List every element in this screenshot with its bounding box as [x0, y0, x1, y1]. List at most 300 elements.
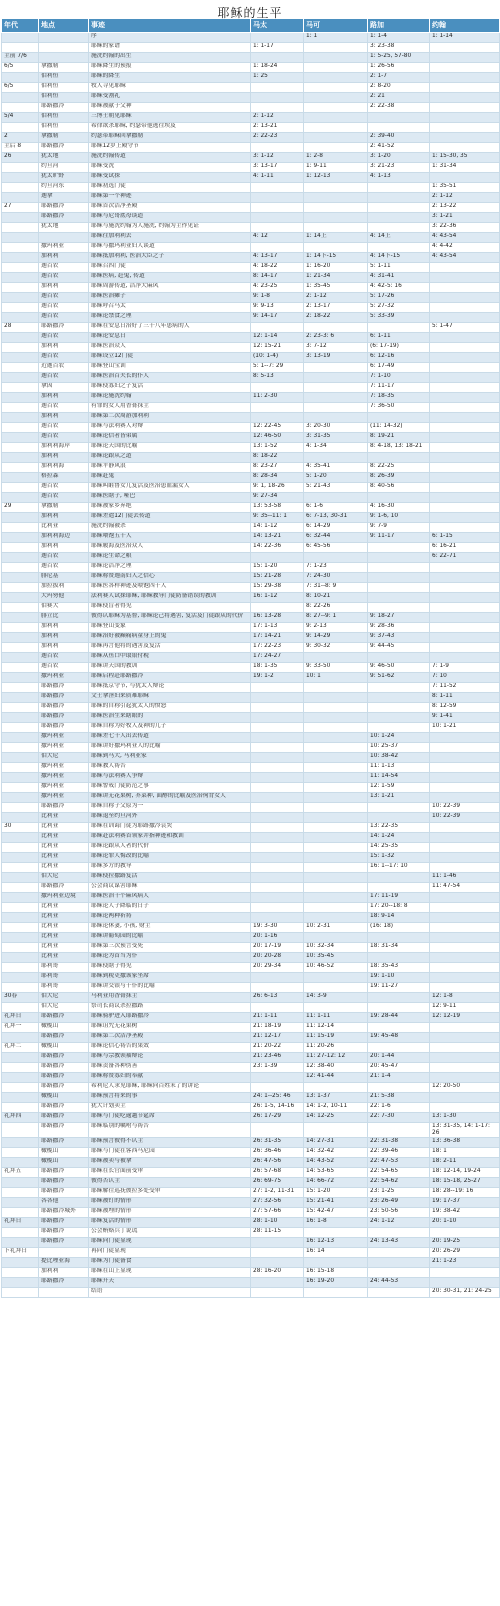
table-row — [2, 683, 500, 693]
era-cell: 礼拜日 — [2, 1013, 39, 1023]
mark-ref-cell: 2: 18-22 — [304, 313, 368, 323]
luke-ref-cell — [368, 873, 430, 883]
table-row — [2, 803, 500, 813]
table-row — [2, 1198, 500, 1208]
table-row — [2, 243, 500, 253]
event-cell: 耶稣被埋的情形 — [89, 1208, 251, 1218]
matthew-ref-cell: 24: 1--25: 46 — [251, 1093, 304, 1103]
table-row — [2, 593, 500, 603]
era-cell — [2, 293, 39, 303]
mark-ref-cell: 16: 12-13 — [304, 1238, 368, 1248]
event-cell: 耶稣平静风浪 — [89, 463, 251, 473]
john-ref-cell — [430, 453, 500, 463]
mark-ref-cell — [304, 1228, 368, 1238]
place-cell: 耶路撒冷 — [39, 713, 89, 723]
event-cell: 耶稣被钉的情形 — [89, 1198, 251, 1208]
matthew-ref-cell: 13: 53-58 — [251, 503, 304, 513]
table-row — [2, 1238, 500, 1248]
john-ref-cell: 18: 15-18, 25-27 — [430, 1178, 500, 1188]
era-cell — [2, 543, 39, 553]
luke-ref-cell: 17: 20--18: 8 — [368, 903, 430, 913]
era-cell — [2, 233, 39, 243]
era-cell — [2, 1288, 39, 1298]
table-row — [2, 93, 500, 103]
matthew-ref-cell: 26: 57-68 — [251, 1168, 304, 1178]
place-cell: 撒玛利亚 — [39, 793, 89, 803]
mark-ref-cell — [304, 323, 368, 333]
place-cell: 迦百农 — [39, 433, 89, 443]
table-row — [2, 143, 500, 153]
luke-ref-cell: 4: 31-41 — [368, 273, 430, 283]
mark-ref-cell — [304, 1083, 368, 1093]
place-cell: 伯利恒 — [39, 113, 89, 123]
table-row — [2, 1003, 500, 1013]
place-cell: 比利亚 — [39, 953, 89, 963]
era-cell: 30春 — [2, 993, 39, 1003]
event-cell: 希利尼人求见耶稣, 耶稣向百姓末了的讲论 — [89, 1083, 251, 1093]
table-row — [2, 843, 500, 853]
place-cell: 比利亚 — [39, 853, 89, 863]
mark-ref-cell — [304, 833, 368, 843]
luke-ref-cell: 5: 17-26 — [368, 293, 430, 303]
table-row — [2, 703, 500, 713]
john-ref-cell: 13: 1-30 — [430, 1113, 500, 1123]
table-row — [2, 1288, 500, 1298]
table-row — [2, 1073, 500, 1083]
mark-ref-cell: 6: 32-44 — [304, 533, 368, 543]
place-cell: 比利亚 — [39, 943, 89, 953]
place-cell: 比利亚 — [39, 913, 89, 923]
matthew-ref-cell — [251, 1003, 304, 1013]
era-cell — [2, 1073, 39, 1083]
event-cell: 耶稣在山上显现 — [89, 1268, 251, 1278]
table-row — [2, 1023, 500, 1033]
mark-ref-cell: 8: 10-21 — [304, 593, 368, 603]
mark-ref-cell: 1: 2-8 — [304, 153, 368, 163]
place-cell: 犹太地 — [39, 153, 89, 163]
mark-ref-cell — [304, 53, 368, 63]
mark-ref-cell: 1: 9-11 — [304, 163, 368, 173]
mark-ref-cell: 12: 41-44 — [304, 1073, 368, 1083]
era-cell — [2, 633, 39, 643]
luke-ref-cell: 1: 5-25, 57-80 — [368, 53, 430, 63]
luke-ref-cell — [368, 223, 430, 233]
place-cell: 各各他 — [39, 1198, 89, 1208]
mark-ref-cell: 9: 33-50 — [304, 663, 368, 673]
mark-ref-cell: 14: 43-52 — [304, 1158, 368, 1168]
table-row — [2, 283, 500, 293]
table-row — [2, 363, 500, 373]
place-cell: 加利利 — [39, 513, 89, 523]
luke-ref-cell: 9: 37-43 — [368, 633, 430, 643]
john-ref-cell: 3: 1-21 — [430, 213, 500, 223]
page-title: 耶稣的生平 — [217, 6, 283, 20]
john-ref-cell: 5: 1-47 — [430, 323, 500, 333]
john-ref-cell — [430, 963, 500, 973]
table-row — [2, 1103, 500, 1113]
matthew-ref-cell: 21: 1-11 — [251, 1013, 304, 1023]
era-cell: 26 — [2, 153, 39, 163]
mark-ref-cell — [304, 883, 368, 893]
place-cell: 加利利 — [39, 453, 89, 463]
event-cell: 耶稣医瞎子, 哑巴 — [89, 493, 251, 503]
table-row — [2, 383, 500, 393]
place-cell: 伯大尼 — [39, 993, 89, 1003]
era-cell: 6/5 — [2, 83, 39, 93]
place-cell: 加利利海边 — [39, 533, 89, 543]
event-cell: 文士拿淫妇来质难耶稣 — [89, 693, 251, 703]
place-cell: 耶路撒冷 — [39, 323, 89, 333]
matthew-ref-cell — [251, 383, 304, 393]
event-cell: 耶稣解往巡抚彼拉多处受审 — [89, 1188, 251, 1198]
event-cell: 耶稣临别的嘱咐与祷告 — [89, 1123, 251, 1138]
mark-ref-cell — [304, 1003, 368, 1013]
luke-ref-cell: 2: 39-40 — [368, 133, 430, 143]
era-cell — [2, 303, 39, 313]
mark-ref-cell: 1: 14上 — [304, 233, 368, 243]
event-cell: 犹大计划卖主 — [89, 1103, 251, 1113]
john-ref-cell — [430, 373, 500, 383]
luke-ref-cell: 3: 21-23 — [368, 163, 430, 173]
mark-ref-cell: 8: 27--9: 1 — [304, 613, 368, 623]
luke-ref-cell: 9: 51-62 — [368, 673, 430, 683]
era-cell — [2, 473, 39, 483]
mark-ref-cell: 10: 46-52 — [304, 963, 368, 973]
luke-ref-cell: 2: 1-7 — [368, 73, 430, 83]
table-row — [2, 403, 500, 413]
event-cell: 耶稣称赞迦南妇人之信心 — [89, 573, 251, 583]
era-cell — [2, 33, 39, 43]
era-cell — [2, 593, 39, 603]
john-ref-cell — [430, 763, 500, 773]
mark-ref-cell — [304, 553, 368, 563]
matthew-ref-cell — [251, 903, 304, 913]
table-row — [2, 793, 500, 803]
john-ref-cell: 8: 1-11 — [430, 693, 500, 703]
event-cell: 耶稣使瞎子得见 — [89, 963, 251, 973]
luke-ref-cell: 5: 1-11 — [368, 263, 430, 273]
john-ref-cell — [430, 103, 500, 113]
mark-ref-cell — [304, 113, 368, 123]
mark-ref-cell — [304, 213, 368, 223]
matthew-ref-cell — [251, 793, 304, 803]
event-cell: 有罪的女人用香膏抹主 — [89, 403, 251, 413]
event-cell: 耶稣讲葡萄园的比喻 — [89, 933, 251, 943]
place-cell: 比利亚 — [39, 523, 89, 533]
john-ref-cell: 21: 1-23 — [430, 1258, 500, 1268]
table-row — [2, 543, 500, 553]
event-cell: 耶稣论为首当为仆 — [89, 953, 251, 963]
luke-ref-cell — [368, 953, 430, 963]
event-cell: 耶稣被献于父神 — [89, 103, 251, 113]
era-cell — [2, 533, 39, 543]
event-cell: 耶稣论两种祈祷 — [89, 913, 251, 923]
mark-ref-cell: 9: 2-13 — [304, 623, 368, 633]
era-cell — [2, 893, 39, 903]
table-row — [2, 913, 500, 923]
john-ref-cell — [430, 633, 500, 643]
matthew-ref-cell: 8: 14-17 — [251, 273, 304, 283]
place-cell — [39, 33, 89, 43]
event-cell: 约瑟带耶稣回拿撒勒 — [89, 133, 251, 143]
era-cell — [2, 363, 39, 373]
table-row — [2, 33, 500, 43]
place-cell: 橄榄山 — [39, 1093, 89, 1103]
luke-ref-cell — [368, 573, 430, 583]
table-row — [2, 973, 500, 983]
john-ref-cell — [430, 833, 500, 843]
mark-ref-cell — [304, 653, 368, 663]
john-ref-cell — [430, 863, 500, 873]
table-row — [2, 533, 500, 543]
luke-ref-cell: 13: 1-21 — [368, 793, 430, 803]
mark-ref-cell: 14: 53-65 — [304, 1168, 368, 1178]
table-row — [2, 853, 500, 863]
luke-ref-cell: 23: 26-49 — [368, 1198, 430, 1208]
header-mark: 马可 — [304, 19, 368, 33]
event-cell: 耶稣履海及医治众人 — [89, 543, 251, 553]
place-cell: 迦百农 — [39, 553, 89, 563]
place-cell: 耶路撒冷 — [39, 203, 89, 213]
mark-ref-cell: 10: 35-45 — [304, 953, 368, 963]
luke-ref-cell: (6: 17-19) — [368, 343, 430, 353]
era-cell — [2, 683, 39, 693]
luke-ref-cell: 9: 18-27 — [368, 613, 430, 623]
place-cell: 撒玛利亚边境 — [39, 893, 89, 903]
table-row — [2, 443, 500, 453]
john-ref-cell — [430, 1278, 500, 1288]
era-cell — [2, 273, 39, 283]
era-cell — [2, 1188, 39, 1198]
event-cell: 耶稣使拉撒路复活 — [89, 873, 251, 883]
place-cell: 迦百农 — [39, 313, 89, 323]
table-row — [2, 923, 500, 933]
table-row — [2, 1168, 500, 1178]
matthew-ref-cell: 8: 28-34 — [251, 473, 304, 483]
matthew-ref-cell — [251, 1288, 304, 1298]
table-row — [2, 1138, 500, 1148]
place-cell: 橄榄山 — [39, 1043, 89, 1053]
john-ref-cell — [430, 563, 500, 573]
event-cell: 施洗约翰传道 — [89, 153, 251, 163]
event-cell: 马利亚用香膏抹主 — [89, 993, 251, 1003]
mark-ref-cell: 14: 1-2, 10-11 — [304, 1103, 368, 1113]
john-ref-cell — [430, 503, 500, 513]
table-row — [2, 333, 500, 343]
era-cell — [2, 483, 39, 493]
event-cell: 耶稣设立12门徒 — [89, 353, 251, 363]
event-cell: 耶稣呼召马太 — [89, 303, 251, 313]
john-ref-cell: 20: 1-10 — [430, 1218, 500, 1228]
matthew-ref-cell — [251, 213, 304, 223]
event-cell: 耶稣第二次周游加利利 — [89, 413, 251, 423]
era-cell — [2, 723, 39, 733]
table-row — [2, 523, 500, 533]
mark-ref-cell — [304, 723, 368, 733]
event-cell: 耶稣称赞寡妇的奉献 — [89, 1073, 251, 1083]
era-cell: 主后 8 — [2, 143, 39, 153]
john-ref-cell: 13: 36-38 — [430, 1138, 500, 1148]
event-cell: 耶稣警戒门徒防范之事 — [89, 783, 251, 793]
event-cell: 耶稣讲天国的教训 — [89, 663, 251, 673]
luke-ref-cell: 19: 28-44 — [368, 1013, 430, 1023]
matthew-ref-cell: 26: 31-35 — [251, 1138, 304, 1148]
mark-ref-cell: 14: 27-31 — [304, 1138, 368, 1148]
mark-ref-cell — [304, 763, 368, 773]
matthew-ref-cell: 26: 1-5, 14-16 — [251, 1103, 304, 1113]
table-row — [2, 83, 500, 93]
table-row — [2, 1208, 500, 1218]
table-row — [2, 473, 500, 483]
era-cell — [2, 263, 39, 273]
place-cell: 加利利 — [39, 393, 89, 403]
place-cell: 比利亚 — [39, 903, 89, 913]
event-cell: 祭司长商议杀拉撒路 — [89, 1003, 251, 1013]
table-row — [2, 413, 500, 423]
place-cell: 耶路撒冷 — [39, 1083, 89, 1093]
table-row — [2, 1043, 500, 1053]
era-cell — [2, 663, 39, 673]
john-ref-cell — [430, 263, 500, 273]
era-cell — [2, 333, 39, 343]
table-row — [2, 123, 500, 133]
place-cell: 比利亚 — [39, 833, 89, 843]
luke-ref-cell: 22: 31-38 — [368, 1138, 430, 1148]
matthew-ref-cell: (10: 1-4) — [251, 353, 304, 363]
era-cell — [2, 703, 39, 713]
luke-ref-cell: 4: 1-13 — [368, 173, 430, 183]
era-cell — [2, 1053, 39, 1063]
mark-ref-cell — [304, 863, 368, 873]
place-cell: 撒玛利亚 — [39, 743, 89, 753]
place-cell: 腓立比 — [39, 613, 89, 623]
luke-ref-cell: 3: 23-38 — [368, 43, 430, 53]
table-row — [2, 753, 500, 763]
john-ref-cell: 6: 22-71 — [430, 553, 500, 563]
matthew-ref-cell: 15: 29-38 — [251, 583, 304, 593]
era-cell — [2, 1278, 39, 1288]
event-cell: 三博士朝见耶稣 — [89, 113, 251, 123]
luke-ref-cell: 2: 41-52 — [368, 143, 430, 153]
matthew-ref-cell — [251, 713, 304, 723]
luke-ref-cell: 22: 54-62 — [368, 1178, 430, 1188]
era-cell — [2, 213, 39, 223]
matthew-ref-cell: 12: 15-21 — [251, 343, 304, 353]
place-cell: 迦百农 — [39, 293, 89, 303]
era-cell — [2, 783, 39, 793]
matthew-ref-cell: 17: 22-23 — [251, 643, 304, 653]
table-row — [2, 833, 500, 843]
event-cell: 耶稣在安息日治好了三十八年患病的人 — [89, 323, 251, 333]
era-cell: 礼拜一 — [2, 1023, 39, 1033]
matthew-ref-cell: 21: 23-46 — [251, 1053, 304, 1063]
table-row — [2, 943, 500, 953]
matthew-ref-cell — [251, 183, 304, 193]
matthew-ref-cell — [251, 1248, 304, 1258]
table-row — [2, 1093, 500, 1103]
place-cell: 橄榄山 — [39, 1023, 89, 1033]
matthew-ref-cell — [251, 823, 304, 833]
john-ref-cell — [430, 913, 500, 923]
event-cell: 耶稣医治生来瞎眼的 — [89, 713, 251, 723]
era-cell — [2, 603, 39, 613]
place-cell: 迦百农 — [39, 303, 89, 313]
john-ref-cell — [430, 413, 500, 423]
event-cell: 耶稣升天 — [89, 1278, 251, 1288]
era-cell — [2, 353, 39, 363]
john-ref-cell: 20: 30-31, 21: 24-25 — [430, 1288, 500, 1298]
mark-ref-cell: 4: 1-34 — [304, 443, 368, 453]
place-cell: 加利利 — [39, 283, 89, 293]
mark-ref-cell — [304, 223, 368, 233]
table-row — [2, 223, 500, 233]
era-cell — [2, 1093, 39, 1103]
john-ref-cell: 7: 11-52 — [430, 683, 500, 693]
john-ref-cell — [430, 923, 500, 933]
event-cell: 耶稣受试探 — [89, 173, 251, 183]
luke-ref-cell: 9: 28-36 — [368, 623, 430, 633]
event-cell: 耶稣从鱼口中取银付税 — [89, 653, 251, 663]
john-ref-cell — [430, 903, 500, 913]
mark-ref-cell — [304, 183, 368, 193]
mark-ref-cell — [304, 133, 368, 143]
event-cell: 耶稣在长官面前受审 — [89, 1168, 251, 1178]
era-cell — [2, 583, 39, 593]
table-row — [2, 813, 500, 823]
era-cell: 2 — [2, 133, 39, 143]
place-cell: 拿撒勒 — [39, 133, 89, 143]
john-ref-cell: 13: 31-35, 14: 1-17: 26 — [430, 1123, 500, 1138]
luke-ref-cell — [368, 653, 430, 663]
table-row — [2, 963, 500, 973]
table-row — [2, 73, 500, 83]
john-ref-cell — [430, 783, 500, 793]
place-cell: 耶路撒冷 — [39, 1033, 89, 1043]
mark-ref-cell: 6: 45-56 — [304, 543, 368, 553]
event-cell: 耶稣论施洗约翰 — [89, 393, 251, 403]
place-cell: 犹太旷野 — [39, 173, 89, 183]
matthew-ref-cell: 16: 1-12 — [251, 593, 304, 603]
era-cell — [2, 463, 39, 473]
luke-ref-cell: 7: 18-35 — [368, 393, 430, 403]
event-cell: 耶稣论安息日 — [89, 333, 251, 343]
john-ref-cell — [430, 43, 500, 53]
table-row — [2, 203, 500, 213]
table-row — [2, 1158, 500, 1168]
john-ref-cell: 12: 12-19 — [430, 1013, 500, 1023]
luke-ref-cell — [368, 723, 430, 733]
mark-ref-cell: 16: 1-8 — [304, 1218, 368, 1228]
john-ref-cell — [430, 73, 500, 83]
luke-ref-cell — [368, 933, 430, 943]
john-ref-cell — [430, 313, 500, 323]
luke-ref-cell: 8: 26-39 — [368, 473, 430, 483]
mark-ref-cell: 2: 13-17 — [304, 303, 368, 313]
event-cell: 耶稣论信心祷告的果效 — [89, 1043, 251, 1053]
john-ref-cell: 2: 1-12 — [430, 193, 500, 203]
era-cell — [2, 1123, 39, 1138]
john-ref-cell — [430, 403, 500, 413]
table-row — [2, 493, 500, 503]
era-cell — [2, 1148, 39, 1158]
event-cell: 耶稣讲无花果树, 芥菜种, 面酵的比喻及医治佝背女人 — [89, 793, 251, 803]
place-cell: 耶路撒冷 — [39, 1063, 89, 1073]
mark-ref-cell — [304, 1288, 368, 1298]
luke-ref-cell — [368, 803, 430, 813]
header-place: 地点 — [39, 19, 89, 33]
matthew-ref-cell: 15: 1-20 — [251, 563, 304, 573]
place-cell: 迦拿 — [39, 193, 89, 203]
